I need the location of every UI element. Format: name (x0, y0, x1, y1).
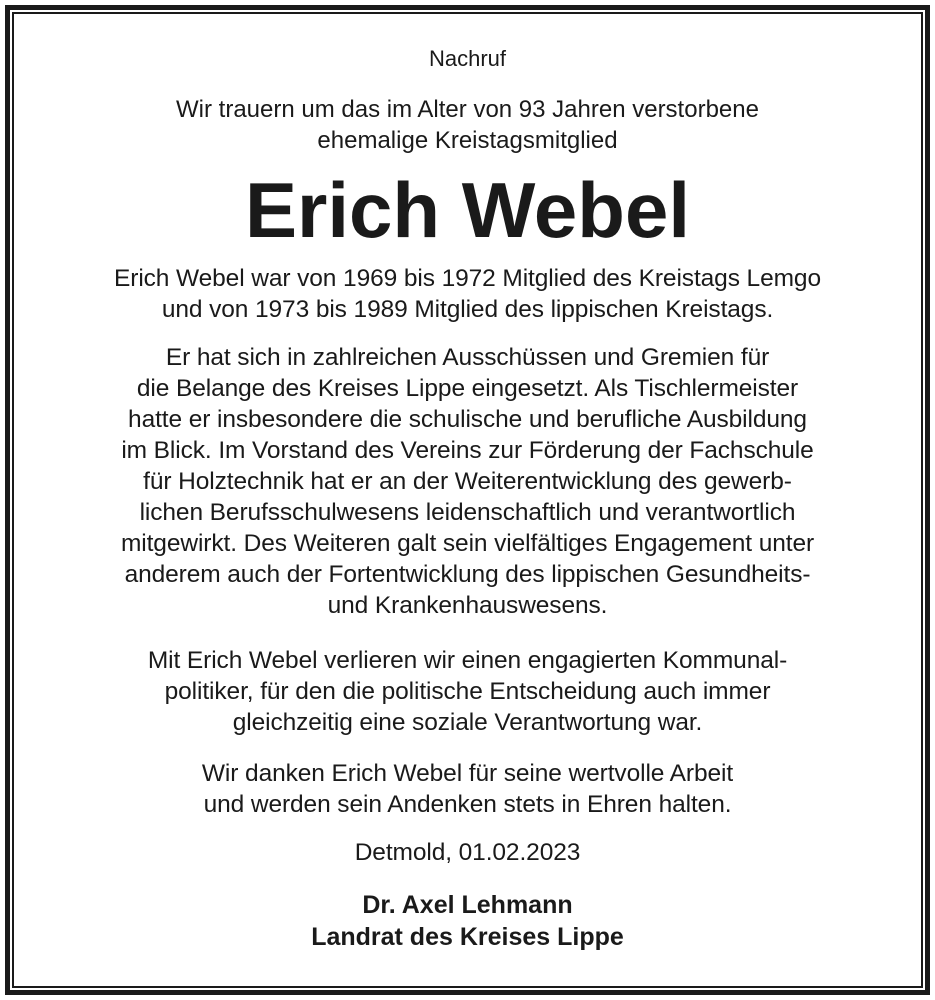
intro-text (14, 94, 921, 156)
text-line: und werden sein Andenken stets in Ehren halten. (203, 791, 732, 818)
paragraph-career (14, 263, 921, 325)
text-line: für Holztechnik hat er an der Weiterentwicklung des gewerb- (143, 468, 792, 495)
paragraph-engagement (14, 342, 921, 621)
intro-line: Wir trauern um das im Alter von 93 Jahren verstorbene (176, 96, 759, 123)
text-line: Erich Webel war von 1969 bis 1972 Mitglied des Kreistags Lemgo (114, 265, 821, 292)
intro-line: ehemalige Kreistagsmitglied (317, 127, 618, 154)
signature-block (14, 889, 921, 953)
deceased-name: Erich Webel (244, 166, 691, 254)
text-line: politiker, für den die politische Entscheidung auch immer (164, 678, 771, 705)
place-date: Detmold, 01.02.2023 (354, 839, 581, 866)
text-line: und von 1973 bis 1989 Mitglied des lippischen Kreistags. (161, 296, 774, 323)
text-line: die Belange des Kreises Lippe eingesetzt. Als Tischlermeister (136, 375, 799, 402)
text-line: gleichzeitig eine soziale Verantwortung war. (232, 709, 703, 736)
text-line: hatte er insbesondere die schulische und berufliche Ausbildung (128, 406, 807, 433)
text-line: Wir danken Erich Webel für seine wertvolle Arbeit (201, 760, 734, 787)
paragraph-tribute (14, 645, 921, 738)
notice-header: Nachruf (428, 46, 507, 71)
text-line: mitgewirkt. Des Weiteren galt sein vielfältiges Engagement unter (120, 530, 815, 557)
signatory-name: Dr. Axel Lehmann (362, 891, 573, 919)
signatory-title: Landrat des Kreises Lippe (311, 923, 624, 951)
paragraph-thanks (14, 758, 921, 820)
text-line: anderem auch der Fortentwicklung des lippischen Gesundheits- (124, 561, 811, 588)
text-line: im Blick. Im Vorstand des Vereins zur Förderung der Fachschule (121, 437, 814, 464)
text-line: Mit Erich Webel verlieren wir einen engagierten Kommunal- (147, 647, 788, 674)
text-line: Er hat sich in zahlreichen Ausschüssen und Gremien für (165, 344, 770, 371)
text-line: und Krankenhauswesens. (327, 592, 608, 619)
text-line: lichen Berufsschulwesens leidenschaftlich und verantwortlich (139, 499, 796, 526)
